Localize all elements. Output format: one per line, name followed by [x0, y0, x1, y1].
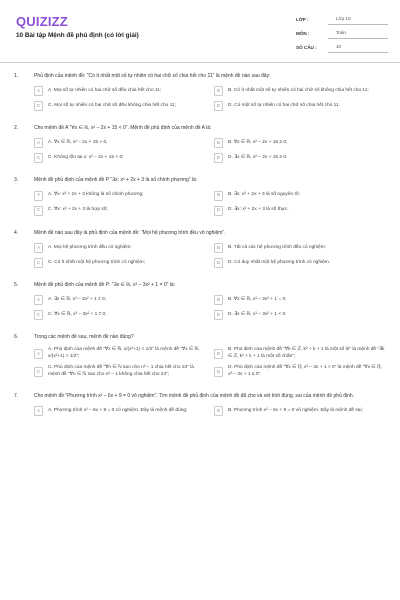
option-badge: A — [34, 406, 43, 416]
question-text: Phủ định của mệnh đề: “Có ít nhất một số tự nhiên có hai chữ số chia hết cho 11” là mệnh đề nào sau đây: — [34, 73, 271, 79]
question-6 — [0, 334, 400, 379]
question-number: 4. — [14, 229, 19, 236]
option-c[interactable] — [34, 101, 206, 111]
option-badge: D — [214, 101, 223, 111]
option-grid — [34, 191, 386, 216]
option-grid — [34, 295, 386, 320]
question-7 — [0, 393, 400, 416]
option-d[interactable] — [214, 310, 386, 320]
question-3 — [0, 177, 400, 215]
option-grid — [34, 86, 386, 111]
option-grid — [34, 243, 386, 268]
option-grid — [34, 406, 386, 416]
option-d[interactable] — [214, 365, 386, 378]
option-text: B. Phương trình x² – 6x + 9 = 0 vô nghiệm. Đây là mệnh đề sai; — [228, 407, 363, 413]
question-number: 5. — [14, 281, 19, 288]
option-d[interactable] — [214, 258, 386, 268]
option-text: D. ∃x: x² + 2x + 3 là số thực. — [228, 207, 289, 213]
option-c[interactable] — [34, 206, 206, 216]
option-text: B. ∀x ∈ ℝ, x² – 2x + 15 ≥ 0; — [228, 140, 288, 146]
meta-row-count — [296, 40, 388, 54]
option-d[interactable] — [214, 101, 386, 111]
question-text: Mệnh đề nào sau đây là phủ định của mệnh đề: “Mọi hệ phương trình đều vô nghiệm”. — [34, 229, 226, 236]
question-text: Mệnh đề phủ định của mệnh đề P “∃x: x² + 2x + 3 là số chính phương” là: — [34, 177, 198, 184]
option-c[interactable] — [34, 310, 206, 320]
option-badge: D — [214, 367, 223, 377]
option-text: C. Phủ định của mệnh đề “∀n ∈ ℕ sao cho n² – 1 chia hết cho 24” là mệnh đề “∀n ∈ ℕ sao cho n² – 1 không chia hết cho 24”; — [48, 365, 194, 377]
option-c[interactable] — [34, 365, 206, 378]
option-badge: A — [34, 191, 43, 201]
page-title: 10 Bài tập Mệnh đề phủ định (có lời giải) — [16, 32, 139, 39]
option-c[interactable] — [34, 153, 206, 163]
option-text: D. Phủ định của mệnh đề “∀x ∈ ℚ, x³ – 3x + 1 > 0” là mệnh đề “∀x ∈ ℚ, x³ – 3x + 1 ≤ 0”. — [228, 365, 382, 377]
option-d[interactable] — [214, 153, 386, 163]
option-badge: C — [34, 206, 43, 216]
question-number: 1. — [14, 73, 19, 79]
option-badge: B — [214, 349, 223, 359]
option-text: B. ∀x ∈ ℝ, x³ – 3x² + 1 = 0; — [228, 296, 287, 302]
option-text: C. ∀x ∈ ℝ, x³ – 3x² + 1 ≠ 0; — [48, 311, 107, 317]
question-number: 7. — [14, 392, 19, 399]
question-list — [0, 73, 400, 430]
option-badge: D — [214, 206, 223, 216]
option-text: C. Có ít nhất một hệ phương trình có nghiệm; — [48, 259, 146, 265]
question-number: 2. — [14, 125, 19, 132]
option-c[interactable] — [34, 258, 206, 268]
option-b[interactable] — [214, 406, 386, 416]
quizizz-logo: QUIZIZZ — [16, 14, 68, 29]
option-text: B. Tất cả các hệ phương trình đều có nghiệm; — [228, 244, 326, 250]
option-text: B. Phủ định của mệnh đề “∀k ∈ ℤ, k² + k + 1 là một số lẻ” là mệnh đề “∃k ∈ ℤ, k² + k + 1 là một số chẵn”; — [228, 347, 385, 359]
option-text: D. Có một số tự nhiên có hai chữ số chia hết cho 11. — [228, 102, 340, 108]
option-badge: C — [34, 153, 43, 163]
option-badge: A — [34, 138, 43, 148]
option-b[interactable] — [214, 138, 386, 148]
question-2 — [0, 125, 400, 163]
option-a[interactable] — [34, 86, 206, 96]
option-text: A. ∃x ∈ ℝ, x³ – 3x² + 1 ≠ 0; — [48, 296, 107, 302]
option-text: D. ∃x ∈ ℝ, x³ – 3x² + 1 < 0. — [228, 311, 287, 317]
option-text: D. ∃x ∈ ℝ, x² – 2x + 15 ≥ 0. — [228, 155, 288, 161]
option-b[interactable] — [214, 191, 386, 201]
question-4 — [0, 230, 400, 268]
option-a[interactable] — [34, 138, 206, 148]
meta-label: MÔN : — [296, 30, 310, 36]
question-text: Trong các mệnh đề sau, mệnh đề nào đúng? — [34, 334, 134, 341]
question-1 — [0, 73, 400, 111]
option-b[interactable] — [214, 347, 386, 360]
option-badge: C — [34, 310, 43, 320]
option-text: A. Phủ định của mệnh đề “∀x ∈ ℝ, x/(x²+1) < 1/2” là mệnh đề “∀x ∈ ℝ, x/(x²+1) > 1/2”; — [48, 347, 200, 359]
option-a[interactable] — [34, 243, 206, 253]
meta-label: SỐ CÂU : — [296, 44, 317, 50]
option-badge: A — [34, 349, 43, 359]
question-text: Mệnh đề phủ định của mệnh đề P: “∃x ∈ ℝ, x³ – 3x² + 1 = 0” là: — [34, 281, 175, 288]
option-d[interactable] — [214, 206, 386, 216]
option-badge: D — [214, 310, 223, 320]
option-a[interactable] — [34, 347, 206, 360]
option-badge: C — [34, 258, 43, 268]
option-badge: B — [214, 295, 223, 305]
option-text: B. ∃x: x² + 2x + 3 là số nguyên tố; — [228, 192, 300, 198]
option-badge: A — [34, 86, 43, 96]
option-text: B. Có ít nhất một số tự nhiên có hai chữ số không chia hết cho 11; — [228, 87, 369, 93]
option-text: C. ∀x: x² + 2x + 3 là hợp số; — [48, 207, 108, 213]
option-b[interactable] — [214, 86, 386, 96]
meta-row-class — [296, 12, 388, 26]
option-grid — [34, 347, 386, 378]
option-text: A. ∀x ∈ ℝ, x² – 2x + 15 > 0, — [48, 140, 108, 146]
option-text: C. Không tồn tại x: x² – 2x + 15 < 0; — [48, 155, 124, 161]
option-badge: D — [214, 153, 223, 163]
option-text: D. Có duy nhất một hệ phương trình có nghiệm. — [228, 259, 331, 265]
option-a[interactable] — [34, 406, 206, 416]
option-a[interactable] — [34, 295, 206, 305]
meta-value: Toán — [328, 28, 388, 39]
meta-label: LỚP : — [296, 16, 309, 22]
option-badge: A — [34, 295, 43, 305]
option-badge: B — [214, 191, 223, 201]
question-number: 3. — [14, 177, 19, 184]
option-badge: A — [34, 243, 43, 253]
option-a[interactable] — [34, 191, 206, 201]
option-badge: B — [214, 138, 223, 148]
option-b[interactable] — [214, 243, 386, 253]
question-number: 6. — [14, 334, 19, 341]
question-text: Cho mệnh đề “Phương trình x² – 6x + 9 = 0 vô nghiệm”. Tìm mệnh đề phủ định của mệnh đề đã cho và xét tính đúng, sai của mệnh đề phủ định. — [34, 392, 355, 399]
option-text: A. Mọi hệ phương trình đều có nghiệm; — [48, 244, 132, 250]
option-badge: C — [34, 101, 43, 111]
option-badge: C — [34, 367, 43, 377]
option-badge: B — [214, 406, 223, 416]
question-5 — [0, 282, 400, 320]
option-b[interactable] — [214, 295, 386, 305]
meta-box — [296, 12, 388, 54]
option-text: A. Phương trình x² – 6x + 9 = 0 có nghiệm. Đây là mệnh đề đúng; — [48, 407, 188, 413]
option-text: C. Mọi số tự nhiên có hai chữ số đều không chia hết cho 11; — [48, 102, 176, 108]
option-grid — [34, 138, 386, 163]
option-badge: D — [214, 258, 223, 268]
meta-value: Lớp 10 — [328, 14, 388, 25]
option-badge: B — [214, 243, 223, 253]
header-divider — [0, 62, 400, 63]
meta-row-subject — [296, 26, 388, 40]
option-text: A. ∀x: x² + 2x + 3 không là số chính phương; — [48, 192, 144, 198]
question-text: Cho mệnh đề A “∀x ∈ ℝ, x² – 2x + 15 < 0”. Mệnh đề phủ định của mệnh đề A là: — [34, 125, 212, 132]
option-text: A. Mọi số tự nhiên có hai chữ số đều chia hết cho 11; — [48, 87, 162, 93]
meta-value: 10 — [328, 42, 388, 53]
option-badge: B — [214, 86, 223, 96]
